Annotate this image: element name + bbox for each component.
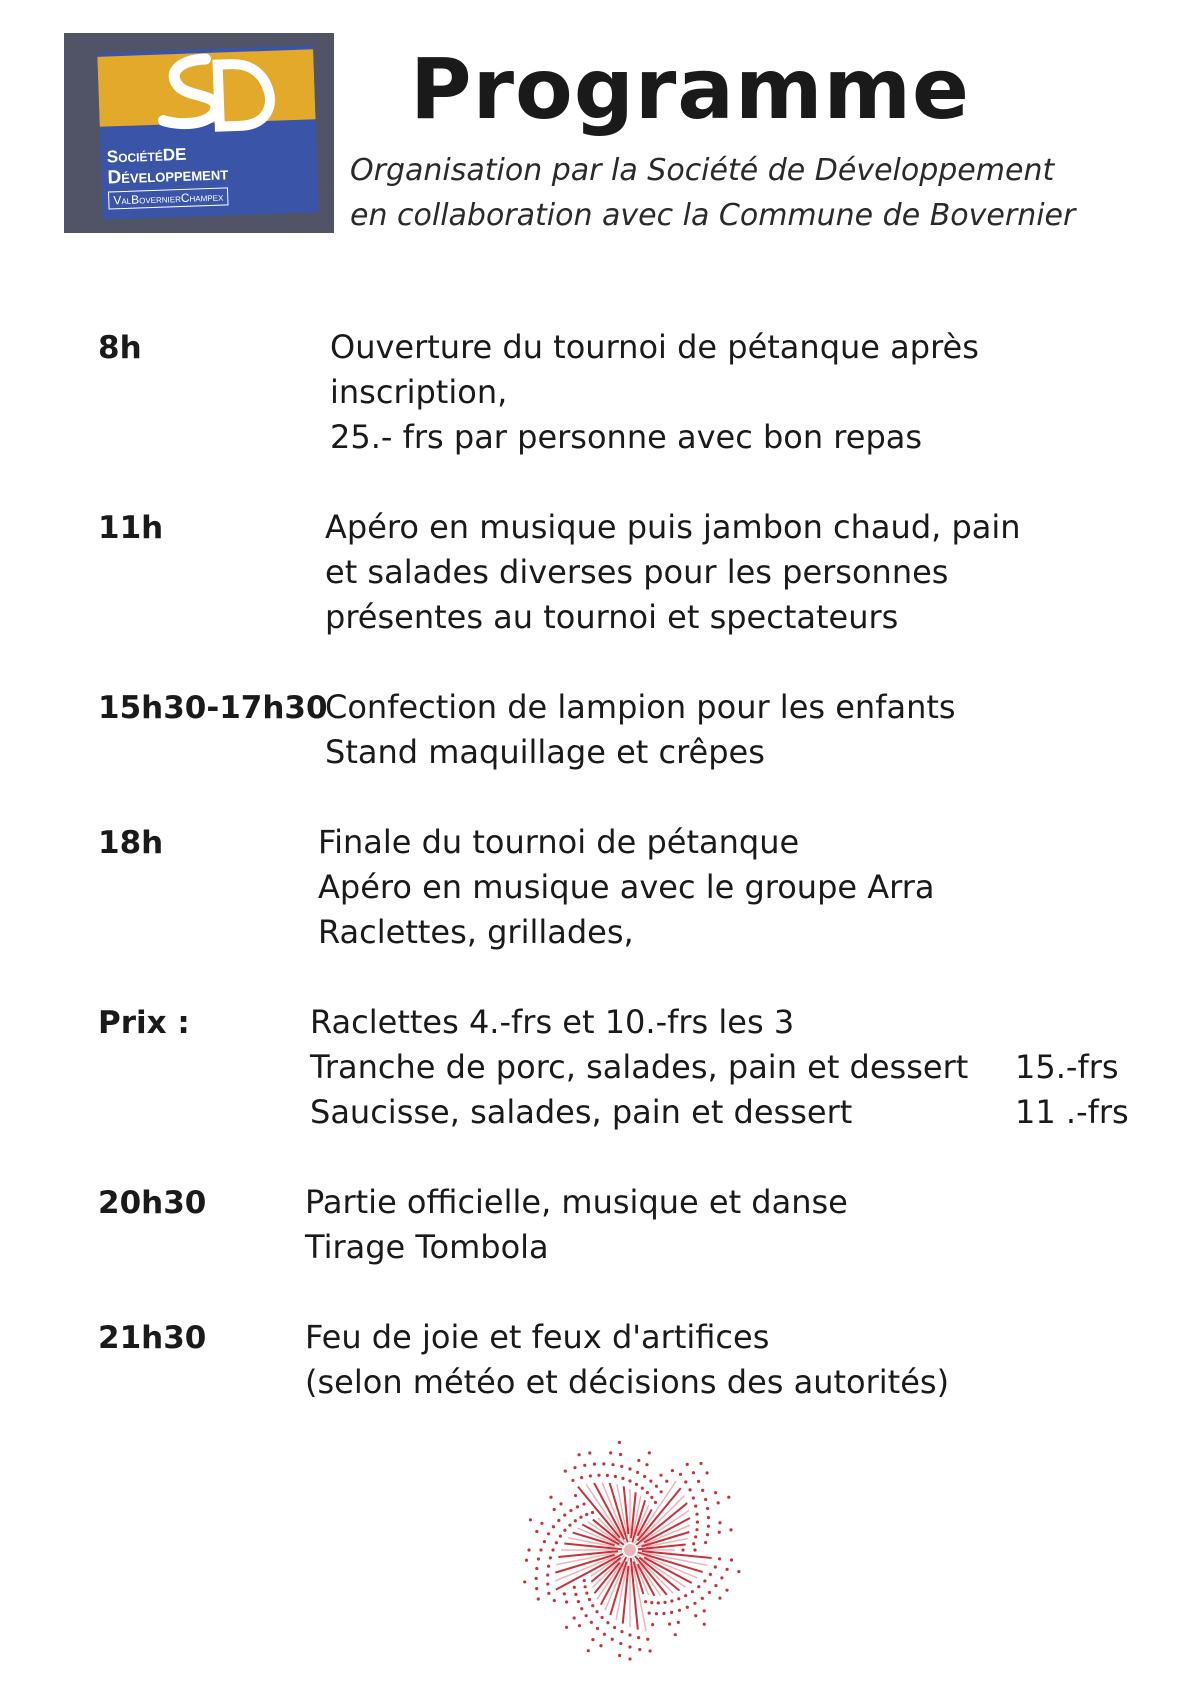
schedule-line: Finale du tournoi de pétanque	[318, 823, 800, 861]
schedule-line: inscription,	[330, 373, 508, 411]
schedule-desc-15h30	[325, 685, 956, 775]
subtitle-line-2: en collaboration avec la Commune de Bovernier	[350, 198, 1076, 233]
schedule-line: Partie officielle, musique et danse	[305, 1183, 848, 1221]
prices-label: Prix :	[98, 1005, 190, 1041]
schedule-time-11h: 11h	[98, 510, 164, 546]
price-item-text: Tranche de porc, salades, pain et dessert	[310, 1048, 969, 1086]
schedule-line: 25.- frs par personne avec bon repas	[330, 418, 923, 456]
schedule-line: présentes au tournoi et spectateurs	[325, 598, 899, 636]
price-line-raclettes: Raclettes 4.-frs et 10.-frs les 3	[310, 1003, 795, 1041]
schedule-line: Raclettes, grillades,	[318, 913, 634, 951]
schedule-desc-11h	[325, 505, 1021, 640]
schedule-time-15h30: 15h30-17h30	[98, 690, 328, 726]
logo-text-developpement: Développement	[107, 163, 229, 189]
schedule-line: Apéro en musique avec le groupe Arra	[318, 868, 935, 906]
schedule-line: et salades diverses pour les personnes	[325, 553, 949, 591]
schedule-time-18h: 18h	[98, 825, 164, 861]
schedule-time-20h30: 20h30	[98, 1185, 207, 1221]
schedule-line: Tirage Tombola	[305, 1228, 549, 1266]
logo	[64, 33, 334, 233]
price-item-amount: 11 .-frs	[1015, 1093, 1129, 1131]
schedule-line: (selon météo et décisions des autorités)	[305, 1363, 950, 1401]
schedule-time-8h: 8h	[98, 330, 142, 366]
logo-text-location: ValBovernierChampex	[108, 187, 229, 209]
price-item-text: Saucisse, salades, pain et dessert	[310, 1093, 853, 1131]
logo-text-societe: SociétéDE	[106, 144, 187, 167]
sd-logo-icon	[147, 47, 280, 146]
page-title: Programme	[410, 40, 970, 138]
schedule-line: Feu de joie et feux d'artifices	[305, 1318, 770, 1356]
price-line	[310, 1045, 1119, 1090]
schedule-desc-20h30	[305, 1180, 848, 1270]
schedule-line: Apéro en musique puis jambon chaud, pain	[325, 508, 1021, 546]
logo-panel	[97, 45, 319, 219]
schedule-time-21h30: 21h30	[98, 1320, 207, 1356]
schedule-desc-18h	[318, 820, 935, 955]
schedule-desc-8h	[330, 325, 979, 460]
schedule-desc-21h30	[305, 1315, 949, 1405]
prices-list	[310, 1000, 1129, 1135]
schedule-line: Confection de lampion pour les enfants	[325, 688, 956, 726]
price-line	[310, 1090, 1129, 1135]
schedule-line: Ouverture du tournoi de pétanque après	[330, 328, 979, 366]
schedule-line: Stand maquillage et crêpes	[325, 733, 765, 771]
firework-icon	[510, 1430, 750, 1670]
price-item-amount: 15.-frs	[1015, 1048, 1119, 1086]
subtitle-line-1: Organisation par la Société de Développement	[350, 153, 1055, 188]
